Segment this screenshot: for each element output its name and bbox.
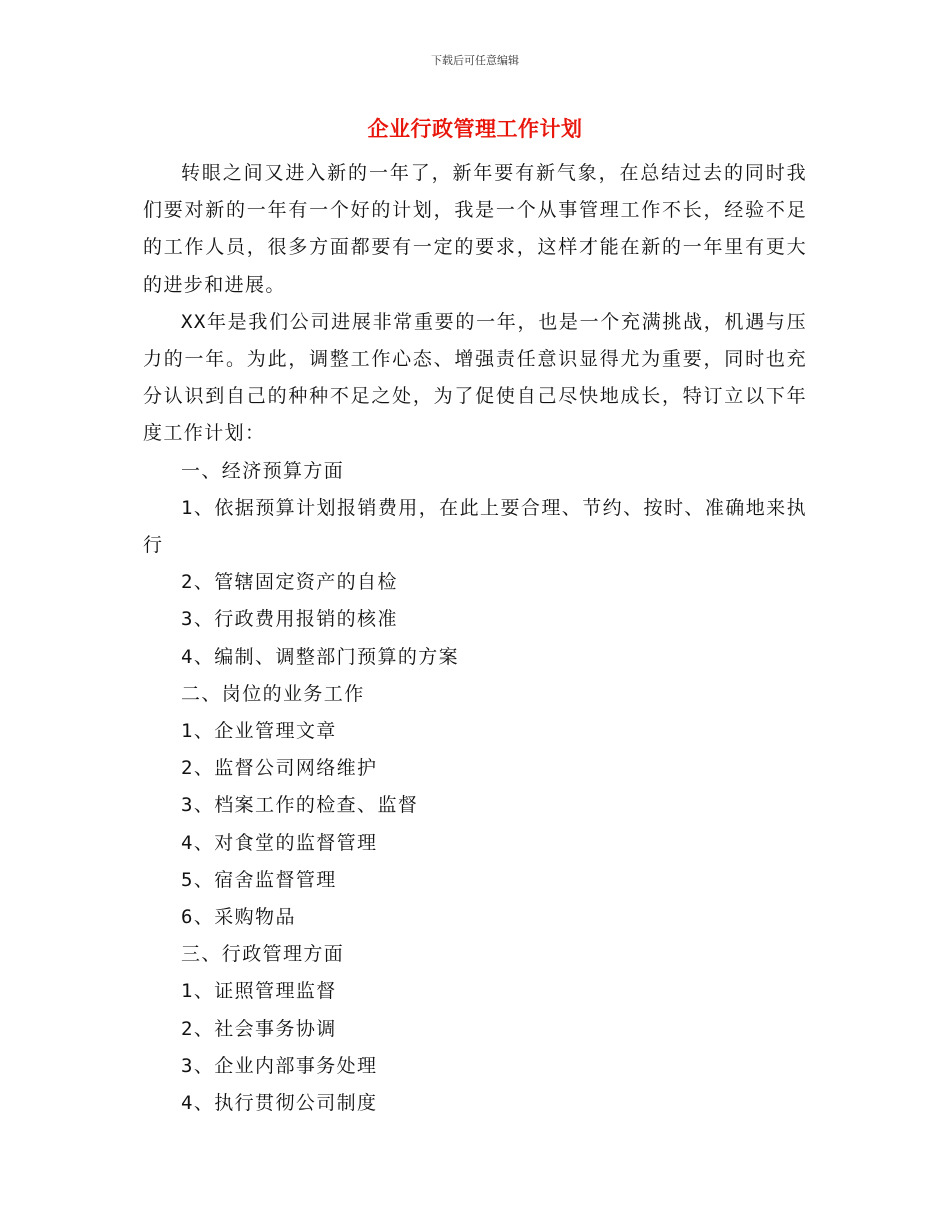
list-item: 1、证照管理监督: [181, 980, 337, 1003]
list-item: 2、监督公司网络维护: [181, 757, 378, 780]
list-item: 6、采购物品: [181, 906, 296, 929]
section-heading: 二、岗位的业务工作: [181, 682, 365, 705]
list-item: 2、管辖固定资产的自检: [181, 571, 398, 594]
list-item: 5、宿舍监督管理: [181, 868, 337, 891]
section-heading: 三、行政管理方面: [181, 943, 345, 966]
list-item: 1、企业管理文章: [181, 720, 337, 743]
body-paragraph: XX年是我们公司进展非常重要的一年，也是一个充满挑战，机遇与压力的一年。为此，调整工作心态、增强责任意识显得尤为重要，同时也充分认识到自己的种种不足之处，为了促使自己尽快地成长，特订立以下年度工作计划：: [143, 310, 807, 445]
list-item: 3、企业内部事务处理: [181, 1054, 378, 1077]
document-title: 企业行政管理工作计划: [367, 116, 583, 141]
list-item: 2、社会事务协调: [181, 1017, 337, 1040]
header-note: 下载后可任意编辑: [431, 54, 519, 67]
list-item: 4、执行贯彻公司制度: [181, 1092, 378, 1115]
list-item: 1、依据预算计划报销费用，在此上要合理、节约、按时、准确地来执行: [143, 496, 807, 557]
list-item: 3、档案工作的检查、监督: [181, 794, 419, 817]
document-body: [143, 155, 807, 1122]
list-item: 4、编制、调整部门预算的方案: [181, 645, 460, 668]
body-paragraph: 转眼之间又进入新的一年了，新年要有新气象，在总结过去的同时我们要对新的一年有一个好的计划，我是一个从事管理工作不长，经验不足的工作人员，很多方面都要有一定的要求，这样才能在新的一年里有更大的进步和进展。: [143, 162, 807, 296]
list-item: 4、对食堂的监督管理: [181, 831, 378, 854]
section-heading: 一、经济预算方面: [181, 459, 345, 482]
list-item: 3、行政费用报销的核准: [181, 608, 398, 631]
